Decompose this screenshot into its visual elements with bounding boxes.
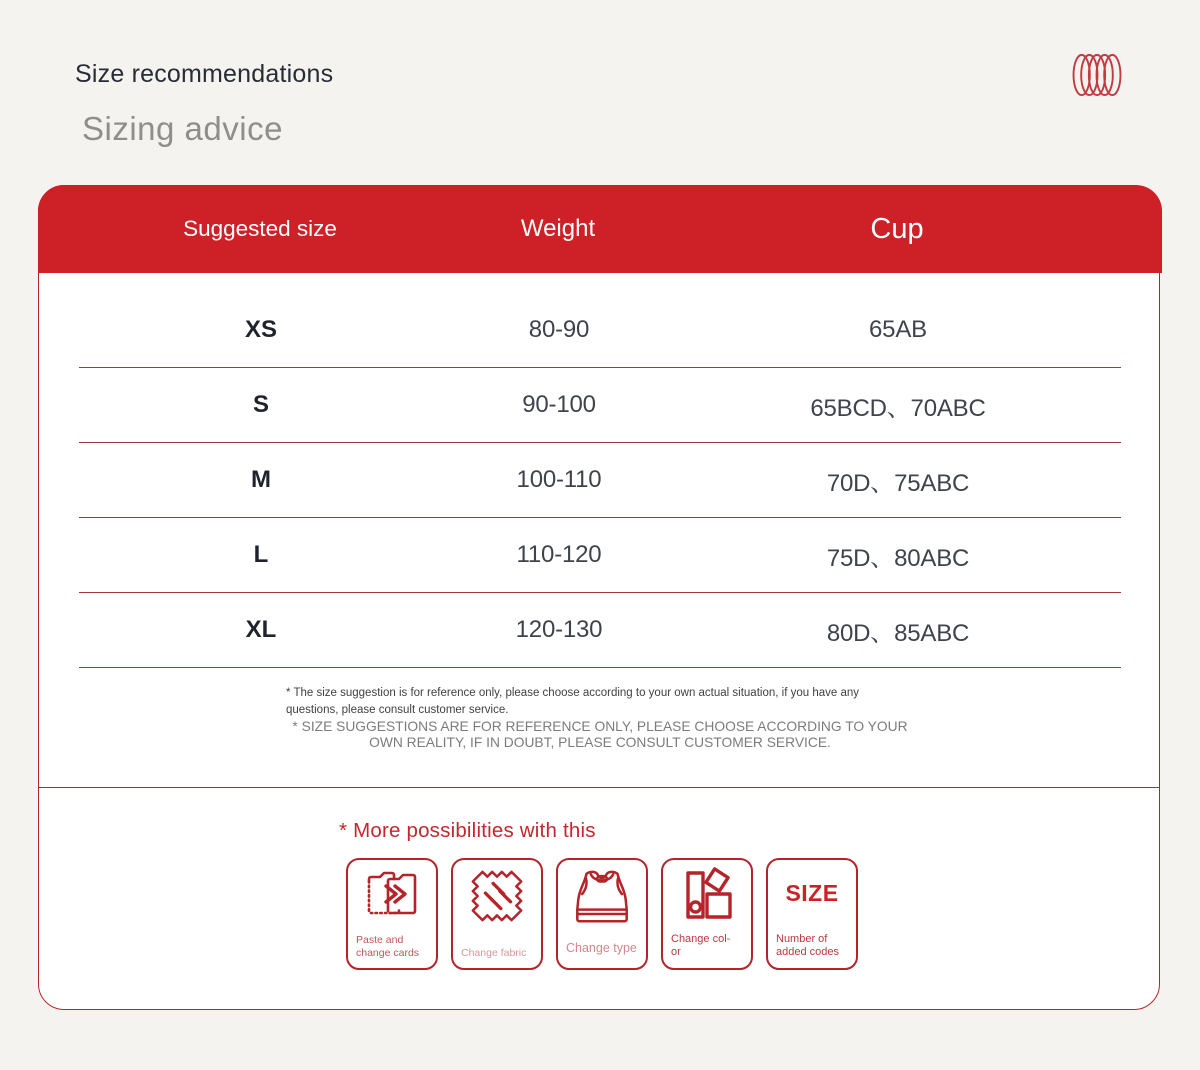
weight-cell: 90-100 [522, 391, 596, 418]
weight-cell: 80-90 [528, 316, 590, 343]
feature-card-number-of-codes [766, 858, 858, 970]
footnote-caps: * SIZE SUGGESTIONS ARE FOR REFERENCE ONLY, PLEASE CHOOSE ACCORDING TO YOUR OWN REALITY, IF IN DOUBT, PLEASE CONSULT CUSTOMER SERVICE. [292, 719, 908, 750]
fabric-swatch-icon [468, 867, 526, 925]
footnote-reference: * The size suggestion is for reference only, please choose according to your own actual situation, if you have any questions, please consult customer service. [286, 687, 859, 717]
size-cell: L [253, 541, 269, 568]
size-table-body [79, 293, 1121, 668]
table-row [79, 518, 1121, 593]
size-cell: S [252, 391, 269, 418]
feature-label-line: added codes [776, 946, 839, 959]
cup-cell: 75D、80ABC [826, 544, 970, 572]
size-text-icon: SIZE [785, 880, 839, 906]
sports-bra-icon [571, 867, 633, 927]
coil-rings-icon [1072, 52, 1122, 98]
size-cell: XL [245, 616, 277, 643]
weight-cell: 120-130 [515, 616, 603, 643]
size-cell: XS [244, 316, 277, 343]
feature-card-change-color [661, 858, 753, 970]
cards-swap-icon [364, 867, 420, 919]
size-chart-panel [38, 185, 1160, 1010]
cup-cell: 65BCD、70ABC [810, 394, 986, 422]
weight-cell: 100-110 [516, 466, 602, 493]
cup-cell: 80D、85ABC [826, 619, 970, 647]
weight-cell: 110-120 [516, 541, 602, 568]
cup-cell: 70D、75ABC [826, 469, 970, 497]
feature-card-change-fabric [451, 858, 543, 970]
color-swatch-icon [679, 867, 735, 923]
table-row [79, 293, 1121, 368]
header-suggested-size: Suggested size [183, 216, 337, 241]
feature-card-change-type [556, 858, 648, 970]
feature-label-line: Change fabric [461, 946, 527, 959]
table-header-row [38, 185, 1162, 273]
page-title: Size recommendations [75, 60, 334, 88]
feature-label-line: change cards [356, 946, 420, 959]
feature-card-paste-change-cards [346, 858, 438, 970]
page-subtitle: Sizing advice [82, 110, 283, 147]
feature-cards-row [346, 858, 858, 970]
feature-label-line: Paste and [356, 934, 404, 947]
table-row [79, 593, 1121, 668]
feature-label-line: Change type [566, 941, 637, 956]
cup-cell: 65AB [869, 316, 927, 343]
table-row [79, 368, 1121, 443]
feature-label-line: or [671, 946, 681, 959]
header-cup: Cup [870, 212, 924, 245]
table-row [79, 443, 1121, 518]
section-divider [39, 787, 1159, 788]
feature-label-line: Change col- [671, 933, 731, 946]
size-cell: M [251, 466, 271, 493]
feature-label-line: Number of [776, 933, 828, 946]
header-weight: Weight [520, 215, 596, 242]
features-title: * More possibilities with this [339, 819, 596, 842]
